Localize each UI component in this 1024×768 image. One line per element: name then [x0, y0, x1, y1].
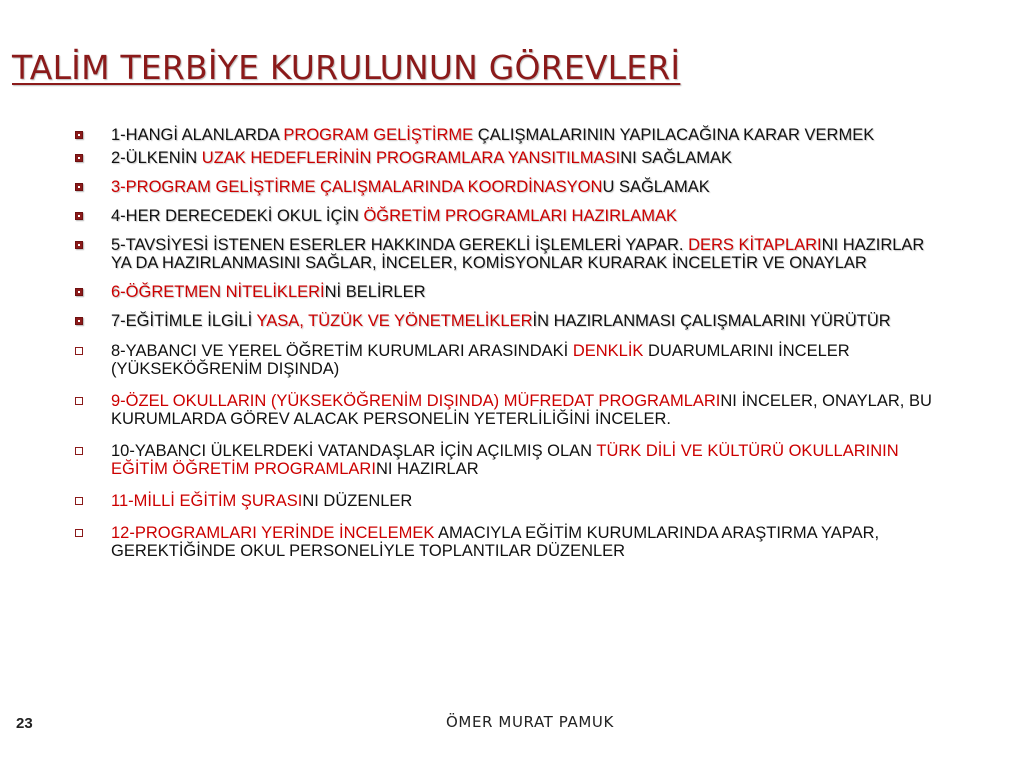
item-text: 9-ÖZEL OKULLARIN (YÜKSEKÖĞRENİM DIŞINDA) MÜFREDAT PROGRAMLARINI İNCELER, ONAYLAR, BU KURUMLARDA GÖREV ALACAK PERSONELİN YETERLİLİĞİNİ İNCELER.: [111, 392, 932, 428]
duties-list: [73, 126, 933, 560]
list-item-9: [73, 392, 933, 428]
item-text: 3-PROGRAM GELİŞTİRME ÇALIŞMALARINDA KOORDİNASYONU SAĞLAMAK: [111, 178, 710, 196]
item-text: 12-PROGRAMLARI YERİNDE İNCELEMEK AMACIYLA EĞİTİM KURUMLARINDA ARAŞTIRMA YAPAR, GEREKTİĞİNDE OKUL PERSONELİYLE TOPLANTILAR DÜZENLER: [111, 524, 880, 560]
square-bullet-icon: [75, 397, 83, 405]
square-bullet-icon: [75, 347, 83, 355]
list-item-10: [73, 442, 933, 478]
list-item-1: [73, 126, 933, 144]
list-item-8: [73, 342, 933, 378]
footer-author: ÖMER MURAT PAMUK: [446, 713, 614, 731]
list-item-5: [73, 236, 933, 272]
item-text: 1-HANGİ ALANLARDA PROGRAM GELİŞTİRME ÇALIŞMALARININ YAPILACAĞINA KARAR VERMEK: [111, 126, 875, 144]
square-bullet-icon: [75, 497, 83, 505]
item-text: 11-MİLLİ EĞİTİM ŞURASINI DÜZENLER: [111, 492, 413, 510]
square-bullet-icon: [75, 447, 83, 455]
square-bullet-icon: [75, 241, 83, 249]
list-item-2: [73, 149, 933, 167]
list-item-4: [73, 207, 933, 225]
list-item-11: [73, 492, 933, 510]
square-bullet-icon: [75, 183, 83, 191]
list-item-6: [73, 283, 933, 301]
item-text: 10-YABANCI ÜLKELRDEKİ VATANDAŞLAR İÇİN AÇILMIŞ OLAN TÜRK DİLİ VE KÜLTÜRÜ OKULLARININ EĞİTİM ÖĞRETİM PROGRAMLARINI HAZIRLAR: [111, 442, 899, 478]
item-text: 5-TAVSİYESİ İSTENEN ESERLER HAKKINDA GEREKLİ İŞLEMLERİ YAPAR. DERS KİTAPLARINI HAZIRLAR YA DA HAZIRLANMASINI SAĞLAR, İNCELER, KOMİSYONLAR KURARAK İNCELETİR VE ONAYLAR: [111, 236, 925, 272]
list-item-7: [73, 312, 933, 330]
list-item-12: [73, 524, 933, 560]
square-bullet-icon: [75, 317, 83, 325]
slide-number: 23: [16, 715, 33, 732]
list-item-3: [73, 178, 933, 196]
square-bullet-icon: [75, 154, 83, 162]
item-text: 4-HER DERECEDEKİ OKUL İÇİN ÖĞRETİM PROGRAMLARI HAZIRLAMAK: [111, 207, 677, 225]
square-bullet-icon: [75, 288, 83, 296]
square-bullet-icon: [75, 131, 83, 139]
item-text: 7-EĞİTİMLE İLGİLİ YASA, TÜZÜK VE YÖNETMELİKLERİN HAZIRLANMASI ÇALIŞMALARINI YÜRÜTÜR: [111, 312, 891, 330]
slide-title: TALİM TERBİYE KURULUNUN GÖREVLERİ: [12, 48, 681, 87]
square-bullet-icon: [75, 529, 83, 537]
item-text: 6-ÖĞRETMEN NİTELİKLERİNİ BELİRLER: [111, 283, 426, 301]
item-text: 8-YABANCI VE YEREL ÖĞRETİM KURUMLARI ARASINDAKİ DENKLİK DUARUMLARINI İNCELER (YÜKSEKÖĞRENİM DIŞINDA): [111, 342, 850, 378]
square-bullet-icon: [75, 212, 83, 220]
item-text: 2-ÜLKENİN UZAK HEDEFLERİNİN PROGRAMLARA YANSITILMASINI SAĞLAMAK: [111, 149, 733, 167]
